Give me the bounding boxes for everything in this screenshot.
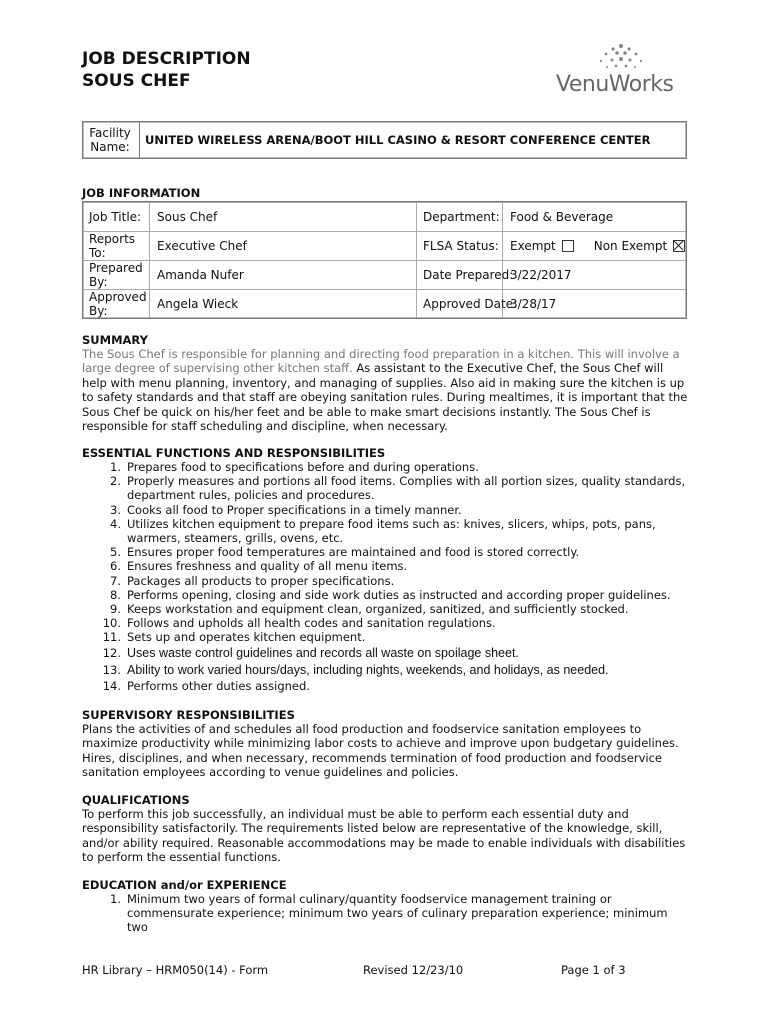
flsa-status-label: FLSA Status: — [423, 239, 499, 253]
logo-text: VenuWorks — [556, 72, 674, 97]
job-title-value: Sous Chef — [157, 210, 218, 224]
list-item: 7. Packages all products to proper specifications. — [110, 573, 395, 588]
qualifications-heading: QUALIFICATIONS — [82, 793, 190, 807]
list-item: 12. Uses waste control guidelines and records all waste on spoilage sheet. — [102, 645, 519, 660]
non-exempt-checkbox[interactable] — [673, 240, 685, 252]
list-item: 2. Properly measures and portions all food items. Complies with all portion sizes, quality standards, department rules, policies and procedures. — [110, 474, 686, 503]
facility-box — [82, 121, 687, 159]
facility-divider — [139, 122, 140, 158]
facility-name: UNITED WIRELESS ARENA/BOOT HILL CASINO & RESORT CONFERENCE CENTER — [145, 133, 651, 147]
job-info-table — [82, 201, 687, 319]
table-row — [83, 289, 686, 318]
list-item: 6. Ensures freshness and quality of all menu items. — [110, 559, 408, 574]
list-item: 13. Ability to work varied hours/days, including nights, weekends, and holidays, as needed. — [102, 662, 609, 677]
supervisory-heading: SUPERVISORY RESPONSIBILITIES — [82, 708, 295, 722]
list-item: 14. Performs other duties assigned. — [102, 678, 310, 693]
essential-functions-heading: ESSENTIAL FUNCTIONS AND RESPONSIBILITIES — [82, 446, 386, 460]
exempt-label: Exempt — [510, 239, 556, 253]
footer-revised: Revised 12/23/10 — [363, 963, 464, 977]
list-item: 8. Performs opening, closing and side work duties as instructed and according proper guidelines. — [110, 587, 671, 602]
table-row — [83, 231, 686, 260]
footer-library: HR Library – HRM050(14) - Form — [82, 963, 269, 977]
facility-label: Facility Name: — [89, 126, 131, 154]
list-item: 5. Ensures proper food temperatures are maintained and food is stored correctly. — [110, 545, 580, 560]
list-item: 10. Follows and upholds all health codes and sanitation regulations. — [102, 616, 496, 631]
page-title — [82, 48, 251, 92]
approved-by-value: Angela Wieck — [157, 297, 239, 311]
list-item: 4. Utilizes kitchen equipment to prepare food items such as: knives, slicers, whips, pots, pans, warmers, steamers, grills, ovens, etc. — [110, 516, 656, 546]
department-label: Department: — [423, 210, 500, 224]
job-information-heading: JOB INFORMATION — [82, 186, 201, 200]
summary-gray-text: The Sous Chef is responsible for planning and directing food preparation in a kitchen. This will involve a large degree of supervising other kitchen staff. — [82, 347, 680, 376]
list-item: 1. Prepares food to specifications before and during operations. — [110, 460, 479, 474]
summary-text — [82, 347, 688, 433]
exempt-checkbox[interactable] — [562, 240, 574, 252]
education-list — [82, 892, 688, 935]
education-heading: EDUCATION and/or EXPERIENCE — [82, 878, 287, 892]
reports-to-label: Reports To: — [89, 232, 136, 260]
supervisory-text: Plans the activities of and schedules all food production and foodservice sanitation employees to maximize productivity while minimizing labor costs to achieve and improve upon budgetary guidelines. Hires, disciplines, and when necessary, recommends termination of food production and foodservice sanitation employees according to venue guidelines and policies. — [82, 722, 679, 780]
department-value: Food & Beverage — [510, 210, 614, 224]
date-prepared-value: 3/22/2017 — [510, 268, 572, 282]
non-exempt-label: Non Exempt — [593, 239, 668, 253]
approved-date-label: Approved Date: — [423, 297, 518, 311]
list-item: 11. Sets up and operates kitchen equipment. — [102, 630, 366, 645]
list-item: 3. Cooks all food to Proper specifications in a timely manner. — [110, 502, 462, 517]
summary-heading: SUMMARY — [82, 333, 148, 347]
list-item: 1. Minimum two years of formal culinary/quantity foodservice management training or commensurate experience; minimum two years of culinary preparation experience; minimum two — [110, 892, 668, 935]
table-row — [83, 202, 686, 231]
flsa-status-options — [510, 232, 685, 260]
venuworks-logo — [556, 42, 678, 100]
list-item: 9. Keeps workstation and equipment clean, organized, sanitized, and sufficiently stocked. — [110, 602, 629, 617]
table-row — [83, 260, 686, 289]
qualifications-text: To perform this job successfully, an individual must be able to perform each essential duty and responsibility satisfactorily. The requirements listed below are representative of the knowledge, skill, and/or ability required. Reasonable accommodations may be made to enable individuals with disabilities to perform the essential functions. — [82, 807, 686, 865]
date-prepared-label: Date Prepared: — [423, 268, 514, 282]
summary-body-text: As assistant to the Executive Chef, the Sous Chef will help with menu planning, inventory, and managing of supplies. Also aid in making sure the kitchen is up to safety standards and that staff are obeying sanitation rules. During mealtimes, it is important that the Sous Chef be quick on his/her feet and be able to make smart decisions instantly. The Sous Chef is responsible for staff scheduling and discipline, when necessary. — [82, 361, 688, 434]
reports-to-value: Executive Chef — [157, 239, 247, 253]
approved-by-label: Approved By: — [89, 290, 147, 318]
prepared-by-value: Amanda Nufer — [157, 268, 244, 282]
logo-dots-icon — [586, 42, 656, 74]
footer-page-number: Page 1 of 3 — [561, 963, 626, 977]
approved-date-value: 3/28/17 — [510, 297, 557, 311]
job-title-label: Job Title: — [89, 210, 142, 224]
title-line-2: SOUS CHEF — [82, 71, 191, 91]
essential-functions-list — [82, 460, 688, 693]
prepared-by-label: Prepared By: — [89, 261, 143, 289]
title-line-1: JOB DESCRIPTION — [82, 49, 251, 69]
